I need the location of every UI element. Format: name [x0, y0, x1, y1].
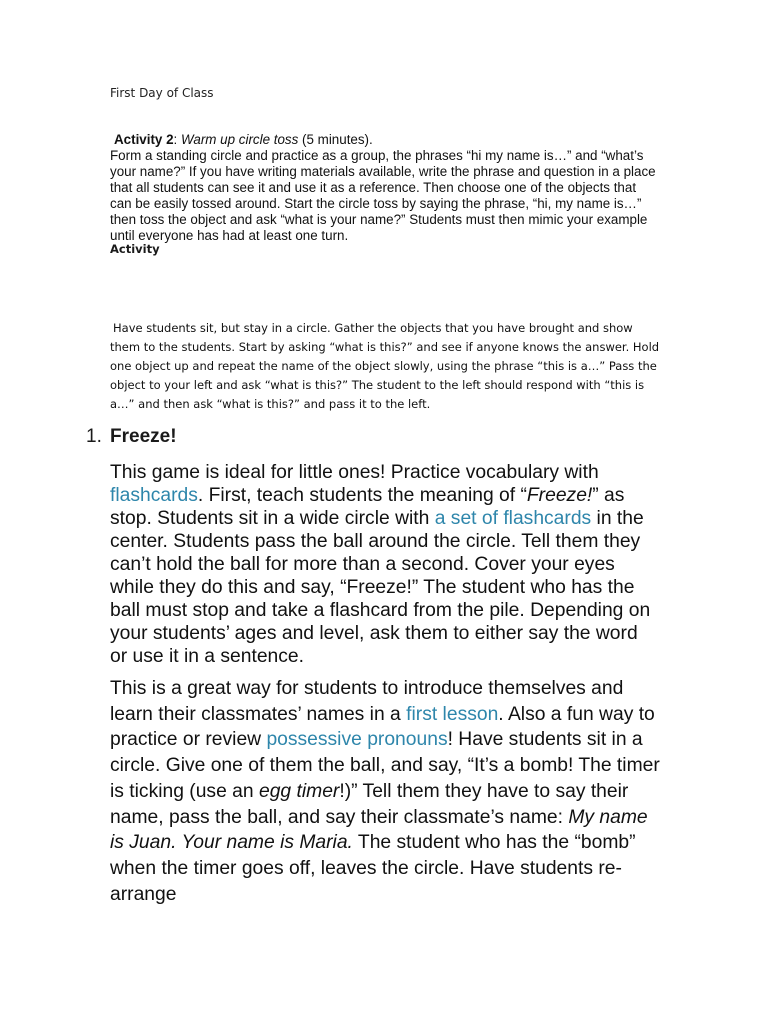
bomb-text-3: ! Have students sit in a circle. Give one of them the ball, and say, “It’s a bomb! The timer is ticking (use an: [110, 729, 660, 802]
bomb-text-4: !)” Tell them they have to say their name, pass the ball, and say their classmate’s name:: [110, 780, 629, 828]
freeze-emphasis: Freeze!: [526, 485, 593, 506]
bomb-paragraph: [110, 676, 660, 907]
freeze-text-3: ” as stop. Students sit in a wide circle with: [110, 485, 625, 529]
activity-2-name: Warm up circle toss: [181, 132, 299, 147]
freeze-paragraph: [110, 461, 660, 668]
bomb-text-1: This is a great way for students to introduce themselves and learn their classmates’ names in a: [110, 678, 624, 725]
set-of-flashcards-link[interactable]: a set of flashcards: [434, 508, 592, 529]
bomb-text-5: The student who has the “bomb” when the timer goes off, leaves the circle. Have students re-arrange: [110, 832, 636, 905]
example-names-emphasis: My name is Juan. Your name is Maria.: [110, 806, 648, 854]
list-title-freeze: Freeze!: [110, 426, 177, 447]
egg-timer-emphasis: egg timer: [258, 780, 340, 802]
activity-2-duration: (5 minutes).: [298, 132, 373, 147]
sit-paragraph: [110, 319, 662, 414]
activity-2-heading: [110, 132, 658, 148]
sit-paragraph-text: Have students sit, but stay in a circle. Gather the objects that you have brought and show them to the students. Start by asking “what is this?” and see if anyone knows the answer. Hold one object up and repeat the name of the object slowly, using the phrase “this is a…” Pass the object to your left and ask “what is this?” The student to the left should respond with “this is a…” and then ask “what is this?” and pass it to the left.: [110, 321, 660, 411]
freeze-text-4: in the center. Students pass the ball around the circle. Tell them they can’t hold the ball for more than a second. Cover your eyes while they do this and say, “Freeze!” The student who has the ball must stop and take a flashcard from the pile. Depending on your students’ ages and level, ask them to either say the word or use it in a sentence.: [110, 508, 651, 667]
activity-2-colon: :: [173, 132, 181, 147]
possessive-pronouns-link[interactable]: possessive pronouns: [266, 729, 448, 751]
bomb-text-2: . Also a fun way to practice or review: [110, 703, 655, 751]
activity-2-label: Activity 2: [114, 132, 174, 147]
activity-label: Activity: [110, 242, 160, 256]
activity-2-description: Form a standing circle and practice as a group, the phrases “hi my name is…” and “what’s your name?” If you have writing materials available, write the phrase and question in a place that all students can see it and use it as a reference. Then choose one of the objects that can be easily tossed around. Start the circle toss by saying the phrase, “hi, my name is…” then toss the object and ask “what is your name?” Students must then mimic your example until everyone has had at least one turn.: [110, 148, 656, 243]
page-title: First Day of Class: [110, 86, 214, 100]
activity-2-block: [110, 132, 658, 244]
list-number: 1.: [86, 426, 102, 447]
first-lesson-link[interactable]: first lesson: [406, 703, 499, 725]
freeze-text-2: . First, teach students the meaning of “: [197, 485, 527, 506]
freeze-text-1: This game is ideal for little ones! Practice vocabulary with: [110, 462, 599, 483]
flashcards-link[interactable]: flashcards: [110, 485, 198, 506]
